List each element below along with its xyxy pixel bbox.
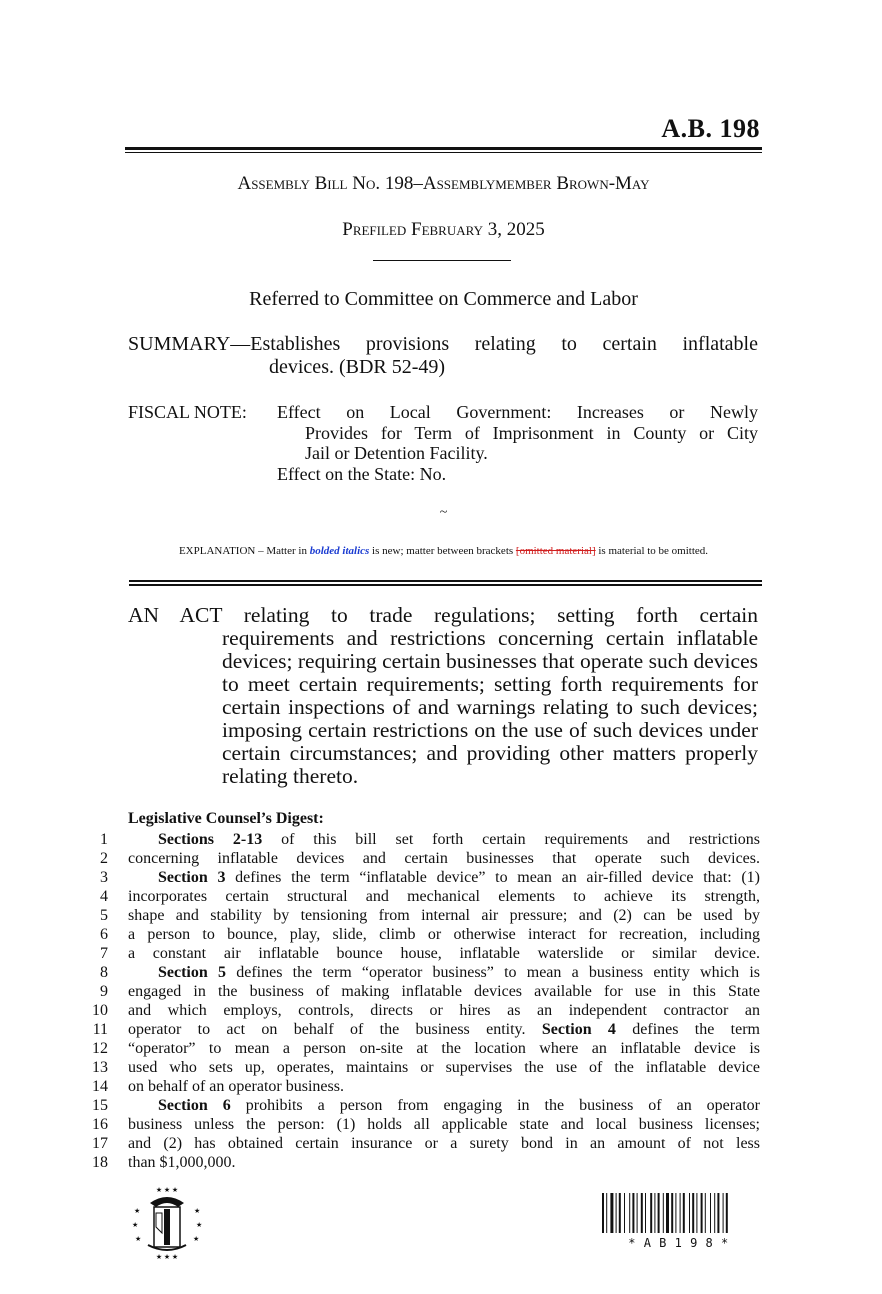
digest-line	[60, 849, 760, 868]
digest-line-text	[128, 982, 760, 1001]
digest-section-ref: Sections 2-13	[158, 831, 263, 848]
digest-text: engaged in the business of making inflatable devices available for use in this State	[128, 983, 760, 1000]
line-number: 12	[92, 1040, 108, 1057]
line-number: 18	[92, 1154, 108, 1171]
line-number: 13	[92, 1059, 108, 1076]
line-number: 10	[92, 1002, 108, 1019]
digest-line	[60, 1001, 760, 1020]
fiscal-note	[128, 402, 758, 484]
svg-text:★: ★	[194, 1207, 201, 1215]
digest-line-text	[128, 830, 760, 849]
digest-section-ref: Section 5	[158, 964, 226, 981]
explanation-new-text: bolded italics	[309, 545, 370, 557]
digest-text: a constant air inflatable bounce house, inflatable waterslide or similar device.	[128, 945, 760, 962]
digest-section-ref: Section 4	[541, 1021, 616, 1038]
digest-text: and (2) has obtained certain insurance or a surety bond in an amount of not less	[128, 1135, 760, 1152]
digest-line-text	[128, 1001, 760, 1020]
digest-line	[60, 982, 760, 1001]
digest-line-text	[128, 1020, 760, 1039]
barcode-icon	[602, 1193, 755, 1233]
digest-line-text	[128, 1134, 760, 1153]
svg-text:★: ★	[135, 1235, 142, 1243]
digest-section-ref: Section 3	[158, 869, 226, 886]
fiscal-line-4: Effect on the State: No.	[277, 463, 447, 484]
digest-text: operator to act on behalf of the business entity.	[128, 1021, 542, 1038]
line-number: 17	[92, 1135, 108, 1152]
line-number: 4	[100, 888, 108, 905]
digest-line-text	[128, 1115, 760, 1134]
explanation-rule	[129, 580, 762, 582]
digest-line-text	[128, 906, 760, 925]
explanation-prefix: EXPLANATION – Matter in	[178, 545, 310, 557]
header-rule	[125, 147, 762, 150]
line-number: 5	[100, 907, 108, 924]
line-number: 14	[92, 1078, 108, 1095]
digest-text: than $1,000,000.	[128, 1154, 236, 1171]
act-first-line: AN ACT relating to trade regulations; setting forth certain	[128, 603, 758, 627]
digest-line	[60, 1115, 760, 1134]
digest-section-ref: Section 6	[158, 1097, 231, 1114]
digest-line-text	[128, 1039, 760, 1058]
digest-line-text	[128, 887, 760, 906]
digest-line-text	[128, 849, 760, 868]
digest-line	[60, 1058, 760, 1077]
digest-line	[60, 1039, 760, 1058]
digest-body	[60, 830, 760, 1172]
digest-line	[60, 1020, 760, 1039]
digest-text: incorporates certain structural and mechanical elements to achieve its strength,	[128, 888, 760, 905]
digest-line-text	[128, 963, 760, 982]
digest-text: used who sets up, operates, maintains or supervises the use of the inflatable device	[128, 1059, 760, 1076]
line-number: 11	[92, 1021, 108, 1038]
line-number: 2	[100, 850, 108, 867]
fiscal-line-2: Provides for Term of Imprisonment in County or City	[305, 422, 758, 443]
summary-first-line: SUMMARY—Establishes provisions relating to certain inflatable	[128, 333, 758, 355]
short-divider	[373, 260, 511, 261]
digest-line	[60, 906, 760, 925]
prefiled-date: Prefiled February 3, 2025	[342, 219, 545, 240]
digest-text: defines the term “operator business” to mean a business entity which is	[226, 964, 760, 981]
digest-text: on behalf of an operator business.	[128, 1078, 344, 1095]
line-number: 9	[100, 983, 108, 1000]
svg-text:★ ★ ★: ★ ★ ★	[155, 1253, 179, 1261]
digest-line	[60, 944, 760, 963]
digest-text: defines the term “inflatable device” to mean an air-filled device that: (1)	[225, 869, 760, 886]
line-number: 16	[92, 1116, 108, 1133]
bill-number: A.B. 198	[661, 114, 760, 143]
explanation	[125, 545, 762, 557]
fiscal-line-3: Jail or Detention Facility.	[305, 443, 488, 463]
digest-line	[60, 925, 760, 944]
svg-text:★: ★	[196, 1221, 203, 1229]
digest-line-text	[128, 925, 760, 944]
digest-line	[60, 868, 760, 887]
digest-line-text	[128, 944, 760, 963]
digest-text: defines the term	[615, 1021, 760, 1038]
digest-text: business unless the person: (1) holds all applicable state and local business licenses;	[128, 1116, 760, 1133]
fiscal-line-1: Effect on Local Government: Increases or Newly	[277, 402, 758, 422]
fiscal-note-label: FISCAL NOTE:	[128, 402, 247, 422]
line-number: 7	[100, 945, 108, 962]
digest-line	[60, 887, 760, 906]
svg-text:★ ★ ★: ★ ★ ★	[155, 1186, 179, 1194]
line-number: 15	[92, 1097, 108, 1114]
svg-text:★: ★	[134, 1207, 141, 1215]
line-number: 8	[100, 964, 108, 981]
digest-line	[60, 1153, 760, 1172]
digest-text: shape and stability by tensioning from internal air pressure; and (2) can be used by	[128, 907, 760, 924]
digest-text: a person to bounce, play, slide, climb or otherwise interact for recreation, including	[128, 926, 760, 943]
digest-line-text	[128, 1058, 760, 1077]
summary-continuation: devices. (BDR 52-49)	[269, 356, 446, 378]
explanation-suffix: is material to be omitted.	[595, 545, 709, 557]
digest-line-text	[128, 868, 760, 887]
digest-text: and which employs, controls, directs or hires as an independent contractor an	[128, 1002, 760, 1019]
explanation-middle: is new; matter between brackets	[369, 545, 516, 557]
state-seal-icon	[128, 1183, 206, 1261]
referred-committee: Referred to Committee on Commerce and Labor	[249, 288, 638, 310]
explanation-omitted-text: [omitted material]	[515, 545, 596, 557]
digest-line-text	[128, 1077, 760, 1096]
digest-heading: Legislative Counsel’s Digest:	[128, 810, 324, 827]
digest-text: of this bill set forth certain requirements and restrictions	[262, 831, 760, 848]
digest-line	[60, 1134, 760, 1153]
svg-text:★: ★	[132, 1221, 139, 1229]
digest-line-text	[128, 1153, 760, 1172]
digest-line	[60, 1077, 760, 1096]
digest-line-text	[128, 1096, 760, 1115]
digest-text: prohibits a person from engaging in the business of an operator	[230, 1097, 760, 1114]
barcode-text: * A B 1 9 8 *	[628, 1236, 729, 1250]
bill-title-line: Assembly Bill No. 198–Assemblymember Brown-May	[237, 173, 650, 194]
line-number: 3	[100, 869, 108, 886]
digest-text: concerning inflatable devices and certain businesses that operate such devices.	[128, 850, 760, 867]
line-number: 6	[100, 926, 108, 943]
summary	[128, 333, 758, 379]
act-continuation: requirements and restrictions concerning certain inflatable devices; requiring certain businesses that operate such devices to meet certain requirements; setting forth requirements for certain inspections of and warnings relating to such devices; imposing certain restrictions on the use of such devices under certain circumstances; and providing other matters properly relating thereto.	[222, 626, 758, 788]
digest-text: “operator” to mean a person on-site at the location where an inflatable device is	[128, 1040, 760, 1057]
digest-line	[60, 830, 760, 849]
svg-text:★: ★	[193, 1235, 200, 1243]
digest-line	[60, 963, 760, 982]
digest-line	[60, 1096, 760, 1115]
tilde-separator: ~	[439, 505, 448, 520]
line-number: 1	[100, 831, 108, 848]
act-title	[128, 604, 758, 788]
